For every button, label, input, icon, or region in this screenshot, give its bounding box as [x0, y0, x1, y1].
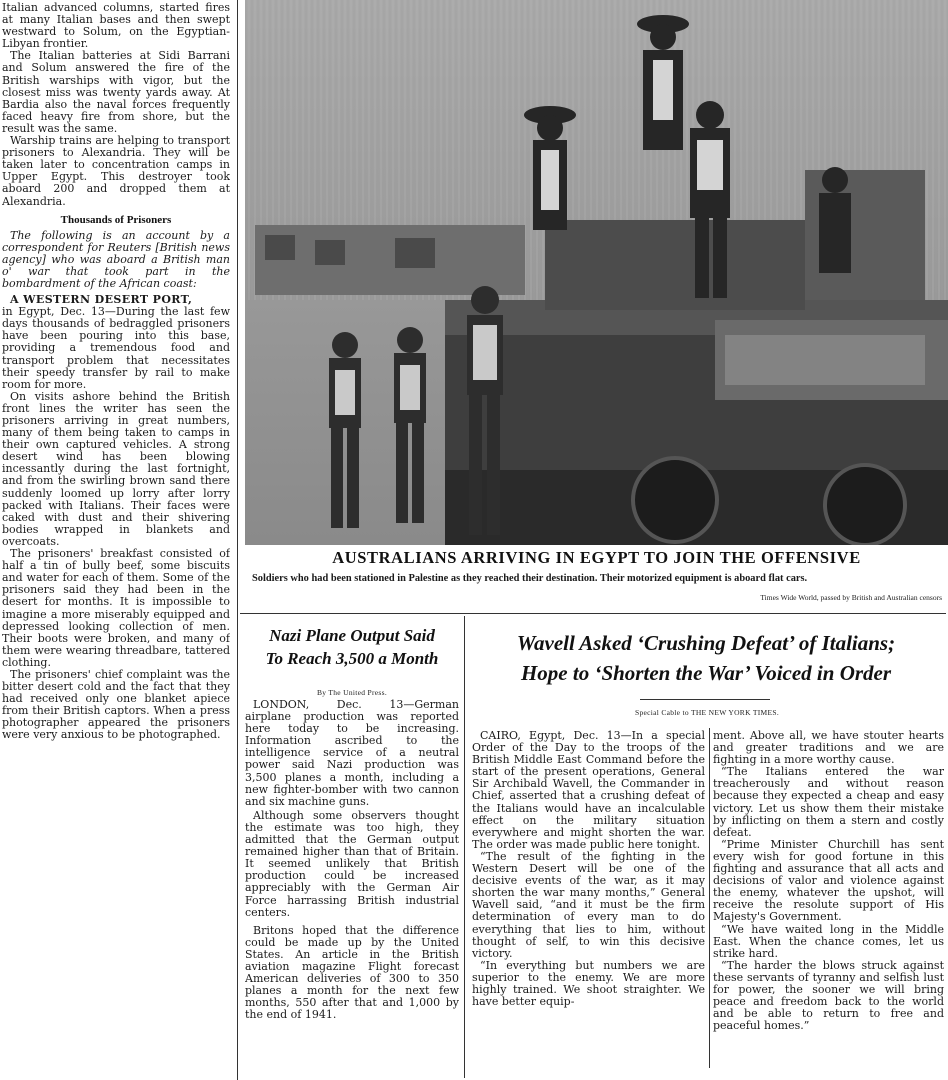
nazi-article-body — [245, 680, 459, 1075]
nazi-headline-line1: Nazi Plane Output Said — [269, 626, 435, 645]
wavell-paragraph: “The result of the fighting in the Western Desert will be one of the decisive events of the war, as it may shorten the war many months,” General Wavell said, “and it must be the firm determination of every man to do everything that lies to him, without thought of self, to win this decisive victory. — [472, 849, 705, 960]
column-rule — [464, 616, 465, 1078]
left-paragraph: Warship trains are helping to transport prisoners to Alexandria. They will be taken later to concentration camps in Upper Egypt. This destroyer took aboard 200 and dropped them at Alexandria. — [2, 134, 230, 208]
dateline: A WESTERN DESERT PORT, — [10, 293, 193, 307]
wavell-paragraph: “In everything but numbers we are superior to the enemy. We are more highly trained. We shoot straighter. We have better equip- — [472, 958, 705, 1009]
wavell-byline-wrap — [470, 706, 944, 726]
wavell-paragraph: “Prime Minister Churchill has sent every wish for good fortune in this fighting and assurance that all acts and decisions of valor and violence against the enemy, whatever the upshot, will receive the resolute support of His Majesty's Government. — [713, 837, 944, 924]
photo-credit: Times Wide World, passed by British and Australian censors — [760, 593, 942, 602]
nazi-paragraph: LONDON, Dec. 13—German airplane production was reported here today to be increasing. Information ascribed to the intelligence service of a neutral power said Nazi production was 3,500 planes a month, including a new fighter-bomber with two cannon and six machine guns. — [245, 698, 459, 808]
left-paragraph: The prisoners' chief complaint was the bitter desert cold and the fact that they had received only one blanket apiece from their British captors. When a press photographer appeared the prisoners were very anxious to be photographed. — [2, 667, 230, 742]
nazi-paragraph: Britons hoped that the difference could be made up by the United States. An article in the British aviation magazine Flight forecast American deliveries of 300 to 350 planes a month for the next few months, 550 after that and 1,000 by the end of 1941. — [245, 923, 459, 1022]
nazi-headline-line2: To Reach 3,500 a Month — [265, 649, 439, 668]
left-paragraph: in Egypt, Dec. 13—During the last few days thousands of bedraggled prisoners have been pouring into this base, providing a tremendous food and transport problem that necessitates their speedy transfer by rail to make room for more. — [2, 305, 230, 391]
wavell-paragraph: “We have waited long in the Middle East. When the chance comes, let us strike hard. — [713, 922, 944, 960]
news-photograph — [245, 0, 948, 545]
section-rule — [240, 613, 946, 614]
wavell-paragraph: CAIRO, Egypt, Dec. 13—In a special Order of the Day to the troops of the British Middle East Command before the start of the present operations, General Sir Archibald Wavell, the Commander in Chief, asserted that a crushing defeat of the Italians would have an incalculable effect on the military situation everywhere and might shorten the war. The order was made public here tonight. — [472, 730, 705, 851]
nazi-headline — [242, 624, 462, 670]
wavell-headline-line2: Hope to ‘Shorten the War’ Voiced in Order — [520, 661, 892, 685]
headline-rule — [640, 699, 770, 700]
wavell-column-2 — [713, 730, 944, 1075]
wavell-paragraph: “The Italians entered the war treacherously and without reason because they expected a cheap and easy victory. Let us show them their mistake by inflicting on them a stern and costly defeat. — [713, 765, 944, 839]
photo-caption-text: Soldiers who had been stationed in Palestine as they reached their destination. Their motorized equipment is aboard flat cars. — [252, 573, 808, 584]
wavell-headline-line1: Wavell Asked ‘Crushing Defeat’ of Italians; — [516, 631, 896, 655]
wavell-headline — [468, 628, 944, 688]
column-rule — [709, 728, 710, 1068]
subheading-thousands-of-prisoners: Thousands of Prisoners — [60, 213, 172, 226]
left-paragraph: The prisoners' breakfast consisted of half a tin of bully beef, some biscuits and water for each of them. Some of the prisoners said they had been in the desert for months. It is impossible to imagine a more miserably equipped and depressed looking collection of men. Their boots were broken, and many of them were wearing threadbare, tattered clothing. — [2, 547, 230, 669]
left-paragraph: The Italian batteries at Sidi Barrani and Solum answered the fire of the British warships with vigor, but the closest miss was twenty yards away. At Bardia also the naval forces frequently faced heavy fire from shore, but the result was the same. — [2, 49, 230, 135]
wavell-byline: Special Cable to THE NEW YORK TIMES. — [634, 708, 780, 717]
left-paragraph: On visits ashore behind the British front lines the writer has seen the prisoners arriving in great numbers, many of them being taken to camps in their own captured vehicles. A strong desert wind has been blowing incessantly during the last fortnight, and from the swirling brown sand there suddenly loomed up lorry after lorry packed with Italians. Their faces were caked with dust and their shivering bodies wrapped in blankets and overcoats. — [2, 389, 230, 548]
wavell-column-1 — [472, 730, 705, 1075]
nazi-paragraph: Although some observers thought the estimate was too high, they admitted that the German output remained higher than that of Britain. It seemed unlikely that British production could be increased appreciably with the German Air Force harrassing British industrial centers. — [245, 808, 459, 919]
nazi-byline: By The United Press. — [316, 688, 388, 697]
column-rule — [237, 0, 238, 1080]
reuters-intro: The following is an account by a correspondent for Reuters [British news agency] who was aboard a British man o' war that took part in the bombardment of the African coast: — [2, 228, 230, 290]
photo-caption-title: AUSTRALIANS ARRIVING IN EGYPT TO JOIN THE OFFENSIVE — [332, 548, 861, 567]
left-column — [2, 2, 230, 817]
soldiers-on-flatcar-image — [245, 0, 948, 545]
left-paragraph: Italian advanced columns, started fires at many Italian bases and then swept westward to Solum, on the Egyptian-Libyan frontier. — [2, 2, 230, 51]
wavell-paragraph: ment. Above all, we have stouter hearts and greater traditions and we are fighting in a more worthy cause. — [713, 730, 944, 767]
wavell-paragraph: “The harder the blows struck against these servants of tyranny and selfish lust for power, the sooner we will bring peace and freedom back to the world and be able to return to free and peaceful homes.” — [713, 958, 944, 1033]
